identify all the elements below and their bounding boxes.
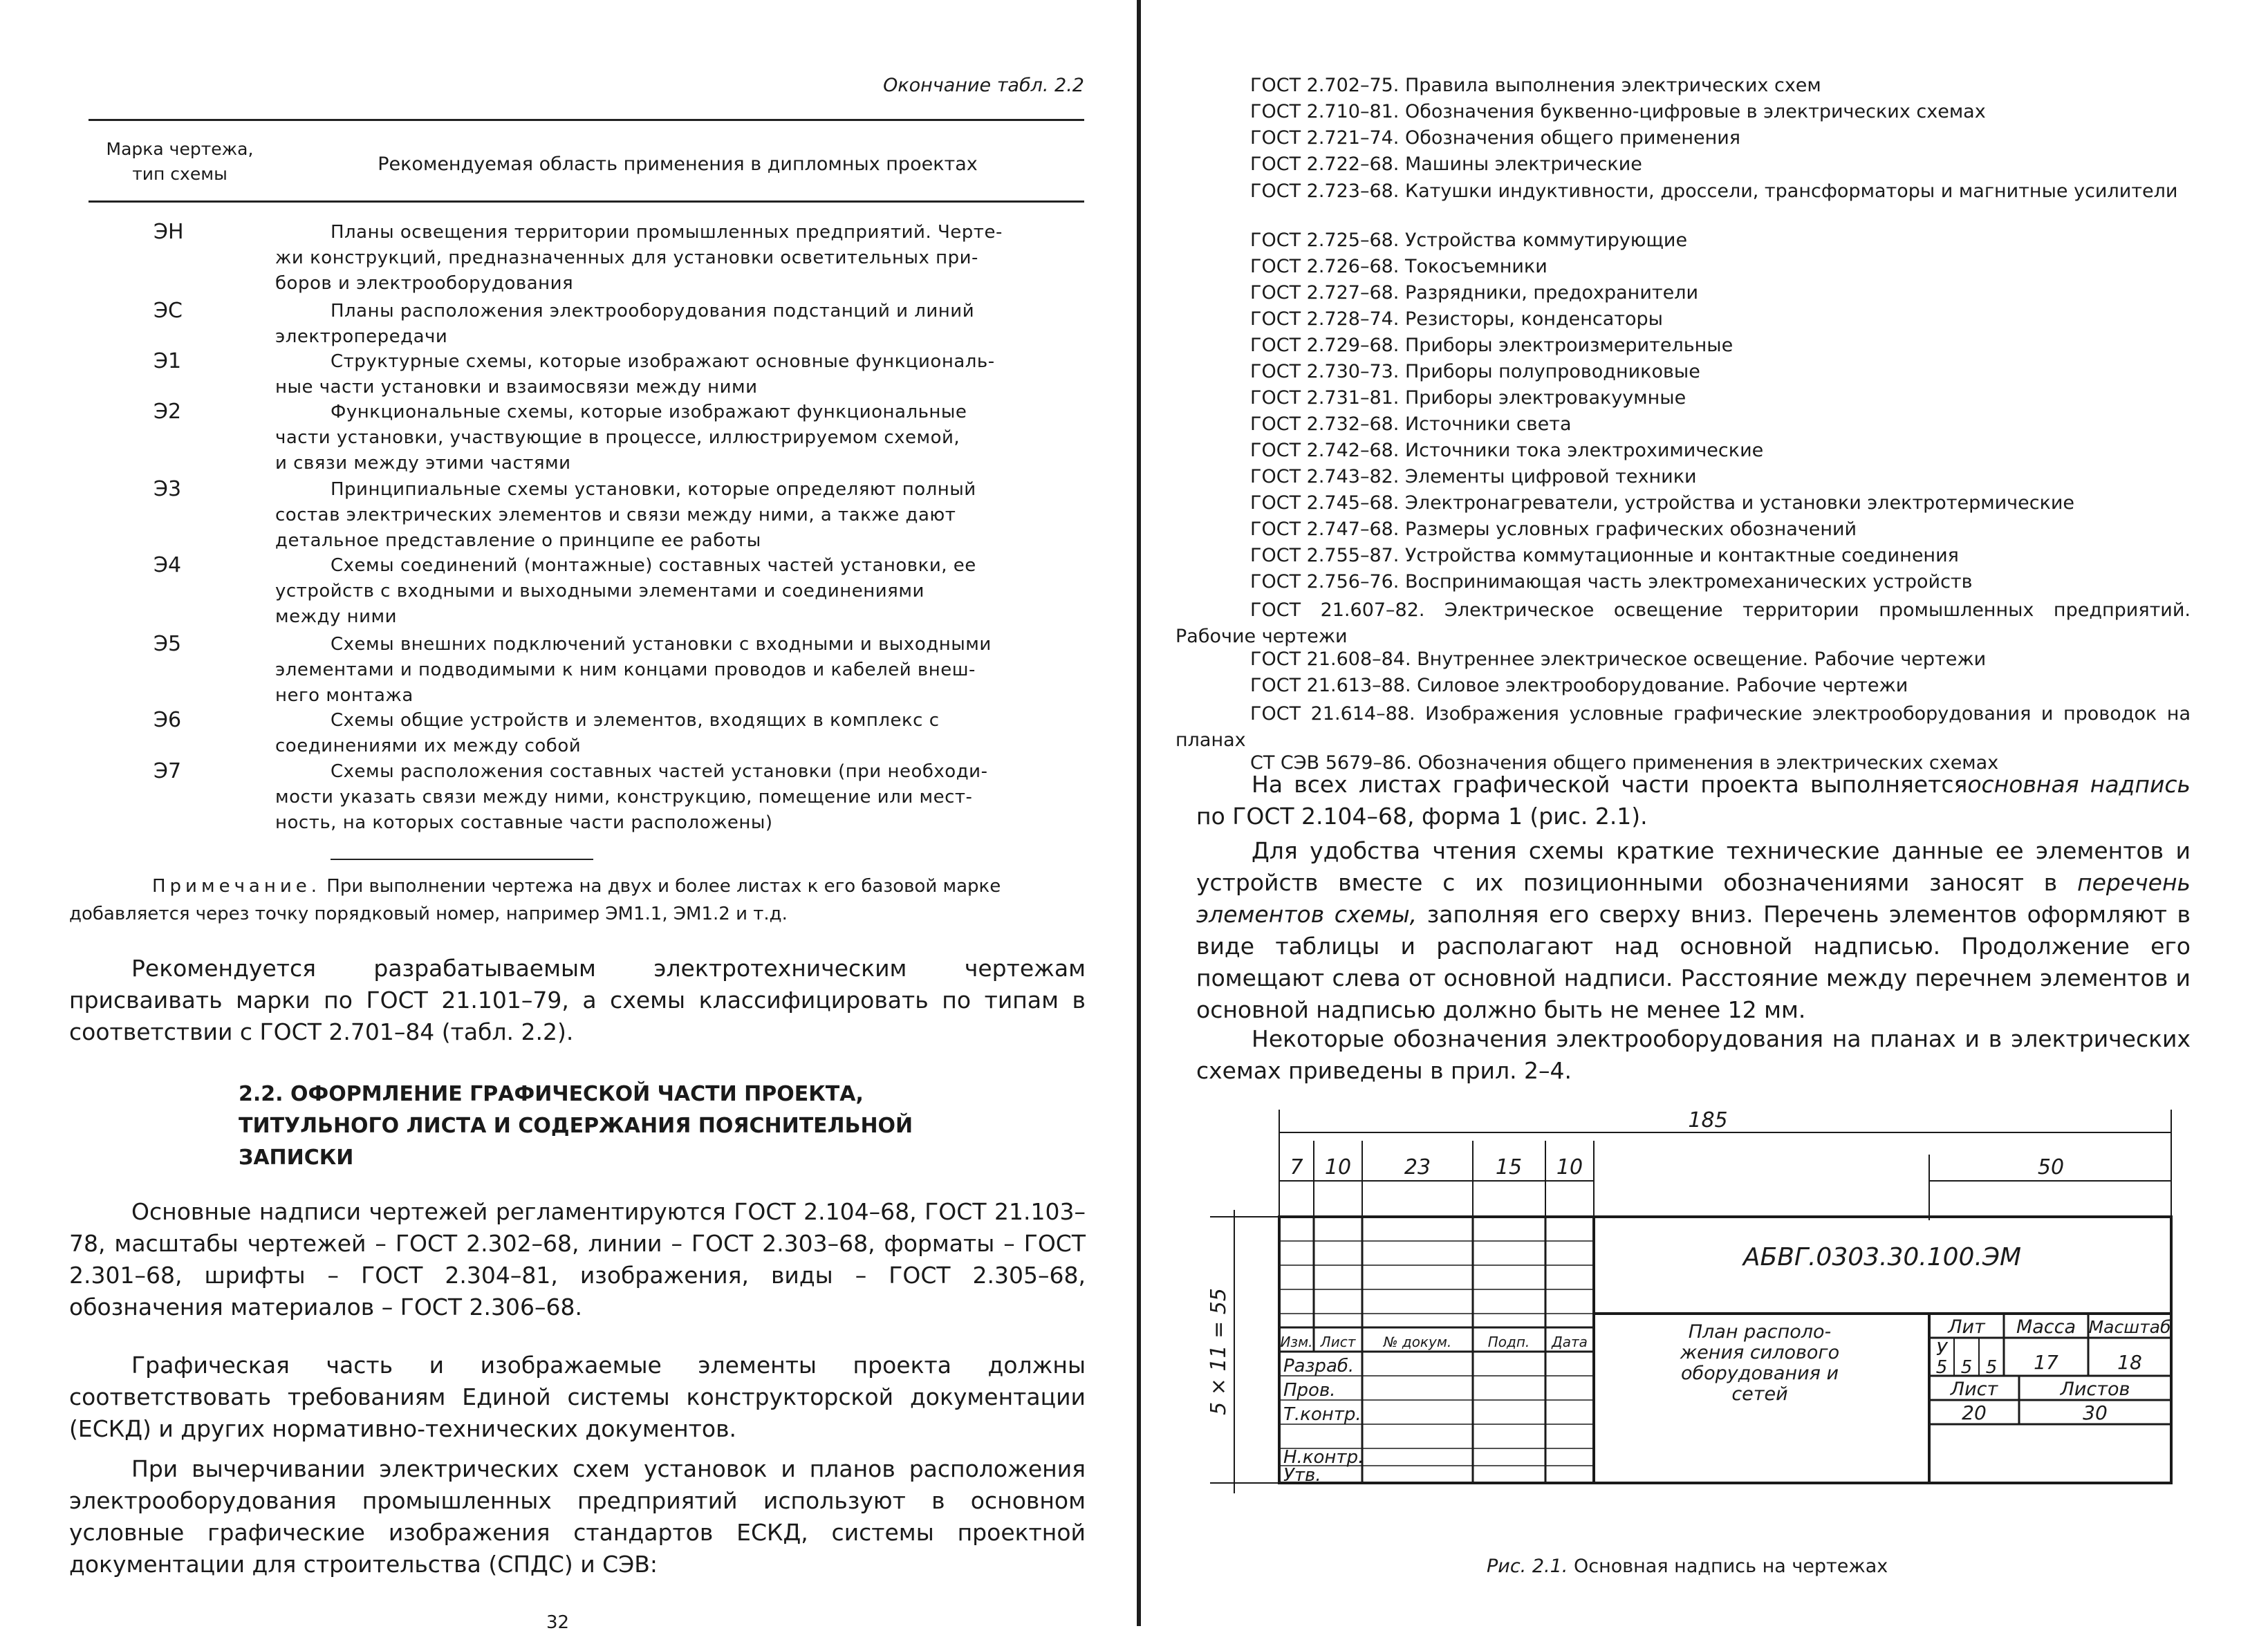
caption-number: Рис. 2.1. bbox=[1487, 1556, 1568, 1577]
gost-item: ГОСТ 21.613–88. Силовое электрооборудование. Рабочие чертежи bbox=[1250, 675, 1908, 696]
gost-item: ГОСТ 2.722–68. Машины электрические bbox=[1250, 153, 1642, 175]
row-description-line: элементами и подводимыми к ним концами проводов и кабелей внеш- bbox=[275, 660, 976, 680]
row-code: Э6 bbox=[154, 708, 182, 732]
row-description-line: Планы освещения территории промышленных предприятий. Черте- bbox=[331, 222, 1003, 243]
gost-item: ГОСТ 2.725–68. Устройства коммутирующие bbox=[1250, 230, 1688, 251]
row-description-line: между ними bbox=[275, 606, 398, 627]
row-description bbox=[275, 349, 1091, 400]
col1-header-line: Марка чертежа, bbox=[106, 139, 254, 159]
row-description-line: Планы расположения электрооборудования подстанций и линий bbox=[331, 301, 975, 321]
p1-text-end: по ГОСТ 2.104–68, форма 1 (рис. 2.1). bbox=[1196, 803, 1648, 830]
sheets-dim: 30 bbox=[2083, 1401, 2108, 1424]
row-code: Э3 bbox=[154, 477, 182, 501]
row-description bbox=[275, 477, 1091, 554]
p2-text-end: заполняя его сверху вниз. Перечень элементов оформляют в виде таблицы и располагают над основной надписью. Продолжение его помещают слева от основной надписи. Расстояние между перечнем элементов и основной надписью должно быть не менее 12 мм. bbox=[1196, 901, 2191, 1023]
row-description-line: Схемы соединений (монтажные) составных частей установки, ее bbox=[331, 555, 976, 576]
scale-dim: 18 bbox=[2117, 1351, 2142, 1374]
row-code: ЭС bbox=[154, 299, 183, 323]
gost-item: ГОСТ 21.608–84. Внутреннее электрическое освещение. Рабочие чертежи bbox=[1250, 648, 1987, 670]
section-title bbox=[239, 1079, 999, 1174]
designation: АБВГ.0303.30.100.ЭМ bbox=[1742, 1243, 2022, 1271]
title-line: План располо- bbox=[1688, 1321, 1832, 1343]
row-description-line: ность, на которых составные части расположены) bbox=[275, 812, 773, 833]
p1-italic: основная надпись bbox=[1967, 771, 2191, 798]
dim-label: 15 bbox=[1495, 1155, 1523, 1179]
gost-item: ГОСТ 2.721–74. Обозначения общего применения bbox=[1250, 127, 1741, 149]
mass-dim: 17 bbox=[2034, 1351, 2058, 1374]
scale-label: Масштаб bbox=[2088, 1317, 2171, 1337]
gost-item: ГОСТ 2.756–76. Воспринимающая часть электромеханических устройств bbox=[1250, 571, 1973, 592]
paragraph-inscriptions: Основные надписи чертежей регламентируются ГОСТ 2.104–68, ГОСТ 21.103–78, масштабы чертежей – ГОСТ 2.302–68, линии – ГОСТ 2.303–68, форматы – ГОСТ 2.301–68, шрифты – ГОСТ 2.304–81, изображения, виды – ГОСТ 2.305–68, обозначения материалов – ГОСТ 2.306–68. bbox=[69, 1198, 1086, 1321]
row-description-line: Схемы внешних подключений установки с входными и выходными bbox=[331, 634, 992, 655]
hdr-cell: № докум. bbox=[1383, 1334, 1452, 1350]
row-code: Э7 bbox=[154, 759, 182, 783]
hdr-cell: Дата bbox=[1552, 1334, 1588, 1350]
figure-lines bbox=[1210, 1110, 2171, 1493]
table-note bbox=[69, 873, 1086, 928]
row-description-line: Схемы общие устройств и элементов, входящих в комплекс с bbox=[331, 710, 940, 731]
sheets-label: Листов bbox=[2060, 1379, 2130, 1400]
p2-italic: перечень элементов схемы, bbox=[1196, 869, 2191, 928]
row-code: Э1 bbox=[154, 349, 182, 373]
gost-item: ГОСТ 2.730–73. Приборы полупроводниковые bbox=[1250, 361, 1700, 382]
row-description-line: него монтажа bbox=[275, 685, 413, 706]
gost-item: ГОСТ 2.732–68. Источники света bbox=[1250, 413, 1572, 435]
hdr-cell: Подп. bbox=[1487, 1334, 1530, 1350]
paragraph-appendix: Некоторые обозначения электрооборудования на планах и в электрических схемах приведены в прил. 2–4. bbox=[1196, 1025, 2191, 1084]
col1-header-line: тип схемы bbox=[132, 164, 227, 184]
row-description-line: устройств с входными и выходными элементами и соединениями bbox=[275, 581, 924, 601]
lit-dim: 5 bbox=[1960, 1357, 1973, 1378]
row-description-line: соединениями их между собой bbox=[275, 736, 582, 756]
title-block-figure bbox=[1196, 1099, 2192, 1549]
title-line: оборудования и bbox=[1680, 1363, 1839, 1384]
dim-label: 23 bbox=[1404, 1155, 1431, 1179]
figure-labels bbox=[1207, 1108, 2171, 1486]
lit-dim: 5 bbox=[1935, 1357, 1948, 1378]
title-line: жения силового bbox=[1680, 1342, 1840, 1363]
note-label: Примечание. bbox=[152, 876, 322, 897]
dim-label: 7 bbox=[1290, 1155, 1303, 1179]
title-line: сетей bbox=[1731, 1383, 1788, 1405]
p1-text: На всех листах графической части проекта выполняется bbox=[1252, 771, 1968, 798]
row-label: Утв. bbox=[1283, 1465, 1321, 1486]
mass-label: Масса bbox=[2016, 1316, 2076, 1338]
gost-item: ГОСТ 2.728–74. Резисторы, конденсаторы bbox=[1250, 308, 1663, 330]
dim-label-right: 50 bbox=[2037, 1155, 2065, 1179]
hdr-cell: Изм. bbox=[1280, 1334, 1313, 1350]
row-description-line: детальное представление о принципе ее работы bbox=[275, 530, 761, 551]
row-description-line: мости указать связи между ними, конструкцию, помещение или мест- bbox=[275, 787, 973, 808]
table-header-rule bbox=[89, 200, 1084, 203]
p2-text: Для удобства чтения схемы краткие технические данные ее элементов и устройств вместе с их позиционными обозначениями заносят в bbox=[1196, 837, 2191, 896]
gost-item: ГОСТ 2.742–68. Источники тока электрохимические bbox=[1250, 440, 1764, 461]
section-title-line: ТИТУЛЬНОГО ЛИСТА И СОДЕРЖАНИЯ ПОЯСНИТЕЛЬНОЙ bbox=[239, 1114, 913, 1138]
table-col1-header bbox=[90, 137, 270, 187]
row-description-line: и связи между этими частями bbox=[275, 453, 571, 474]
section-title-line: ЗАПИСКИ bbox=[239, 1146, 354, 1170]
dim-total: 185 bbox=[1688, 1108, 1728, 1132]
row-description-line: Функциональные схемы, которые изображают функциональные bbox=[331, 402, 967, 422]
row-description-line: жи конструкций, предназначенных для установки осветительных при- bbox=[275, 248, 978, 268]
paragraph-title-block bbox=[1196, 769, 2191, 832]
book-spine bbox=[1137, 0, 1141, 1626]
lit-mark: У bbox=[1936, 1339, 1947, 1360]
table-col2-header: Рекомендуемая область применения в дипломных проектах bbox=[378, 153, 978, 175]
gost-item: ГОСТ 2.745–68. Электронагреватели, устройства и установки электротермические bbox=[1250, 492, 2075, 514]
row-description-line: Схемы расположения составных частей установки (при необходи- bbox=[331, 761, 988, 782]
section-title-line: 2.2. ОФОРМЛЕНИЕ ГРАФИЧЕСКОЙ ЧАСТИ ПРОЕКТА, bbox=[239, 1082, 864, 1106]
paragraph-element-list bbox=[1196, 835, 2191, 1026]
row-description bbox=[275, 553, 1091, 630]
sheet-dim: 20 bbox=[1962, 1401, 1987, 1424]
row-description-line: боров и электрооборудования bbox=[275, 273, 574, 294]
row-description bbox=[275, 220, 1091, 297]
row-code: ЭН bbox=[154, 220, 184, 244]
gost-item: ГОСТ 2.723–68. Катушки индуктивности, дроссели, трансформаторы и магнитные усилители bbox=[1250, 180, 2178, 202]
row-description-line: Принципиальные схемы установки, которые определяют полный bbox=[331, 479, 976, 500]
page-number: 32 bbox=[546, 1612, 570, 1633]
gost-item: СТ СЭВ 5679–86. Обозначения общего применения в электрических схемах bbox=[1250, 752, 1999, 774]
row-label: Пров. bbox=[1283, 1380, 1336, 1401]
dim-height: 5 × 11 = 55 bbox=[1207, 1288, 1231, 1415]
gost-item: ГОСТ 2.729–68. Приборы электроизмерительные bbox=[1250, 335, 1733, 356]
dim-label: 10 bbox=[1324, 1155, 1352, 1179]
row-description bbox=[275, 299, 1091, 350]
note-rule bbox=[331, 859, 593, 860]
dim-label: 10 bbox=[1556, 1155, 1583, 1179]
gost-item: ГОСТ 21.614–88. Изображения условные графические электрооборудования и проводок на планах bbox=[1175, 703, 2191, 751]
paragraph-marks: Рекомендуется разрабатываемым электротехническим чертежам присваивать марки по ГОСТ 21.101–79, а схемы классифицировать по типам в соответствии с ГОСТ 2.701–84 (табл. 2.2). bbox=[69, 955, 1086, 1045]
hdr-cell: Лист bbox=[1320, 1334, 1356, 1350]
row-description-line: части установки, участвующие в процессе, иллюстрируемом схемой, bbox=[275, 427, 960, 448]
row-description-line: Структурные схемы, которые изображают основные функциональ- bbox=[331, 351, 995, 372]
gost-item: ГОСТ 2.747–68. Размеры условных графических обозначений bbox=[1250, 519, 1857, 540]
paragraph-graphics: Графическая часть и изображаемые элементы проекта должны соответствовать требованиям Единой системы конструкторской документации (ЕСКД) и других нормативно-технических документов. bbox=[69, 1352, 1086, 1442]
paragraph-drawing: При вычерчивании электрических схем установок и планов расположения электрооборудования промышленных предприятий используют в основном условные графические изображения стандартов ЕСКД, системы проектной документации для строительства (СПДС) и СЭВ: bbox=[69, 1455, 1086, 1578]
row-label: Н.контр. bbox=[1283, 1447, 1364, 1468]
row-label: Разраб. bbox=[1283, 1356, 1355, 1377]
gost-item: ГОСТ 2.743–82. Элементы цифровой техники bbox=[1250, 466, 1697, 487]
gost-item: ГОСТ 21.607–82. Электрическое освещение территории промышленных предприятий. Рабочие чертежи bbox=[1175, 599, 2191, 647]
lit-dim: 5 bbox=[1985, 1357, 1998, 1378]
gost-item: ГОСТ 2.731–81. Приборы электровакуумные bbox=[1250, 387, 1686, 409]
row-code: Э4 bbox=[154, 553, 182, 577]
table-continuation-header: Окончание табл. 2.2 bbox=[883, 75, 1084, 96]
gost-item: ГОСТ 2.726–68. Токосъемники bbox=[1250, 256, 1547, 277]
row-label: Т.контр. bbox=[1283, 1404, 1361, 1425]
row-description bbox=[275, 759, 1091, 836]
gost-item: ГОСТ 2.702–75. Правила выполнения электрических схем bbox=[1250, 75, 1821, 96]
lit-label: Лит bbox=[1948, 1316, 1985, 1338]
row-description bbox=[275, 632, 1091, 709]
row-code: Э2 bbox=[154, 400, 182, 424]
row-code: Э5 bbox=[154, 632, 182, 656]
figure-caption bbox=[1487, 1556, 1888, 1577]
row-description bbox=[275, 708, 1091, 759]
row-description-line: состав электрических элементов и связи между ними, а также дают bbox=[275, 505, 956, 525]
caption-text: Основная надпись на чертежах bbox=[1573, 1556, 1888, 1577]
gost-item: ГОСТ 2.755–87. Устройства коммутационные и контактные соединения bbox=[1250, 545, 1959, 566]
note-text: При выполнении чертежа на двух и более листах к его базовой марке добавляется через точку порядковый номер, например ЭМ1.1, ЭМ1.2 и т.д. bbox=[69, 876, 1001, 924]
gost-item: ГОСТ 2.710–81. Обозначения буквенно-цифровые в электрических схемах bbox=[1250, 101, 1986, 122]
row-description bbox=[275, 400, 1091, 476]
sheet-label: Лист bbox=[1950, 1379, 1998, 1400]
table-top-rule bbox=[89, 119, 1084, 121]
row-description-line: ные части установки и взаимосвязи между ними bbox=[275, 377, 758, 398]
gost-item: ГОСТ 2.727–68. Разрядники, предохранители bbox=[1250, 282, 1699, 304]
row-description-line: электропередачи bbox=[275, 326, 448, 347]
